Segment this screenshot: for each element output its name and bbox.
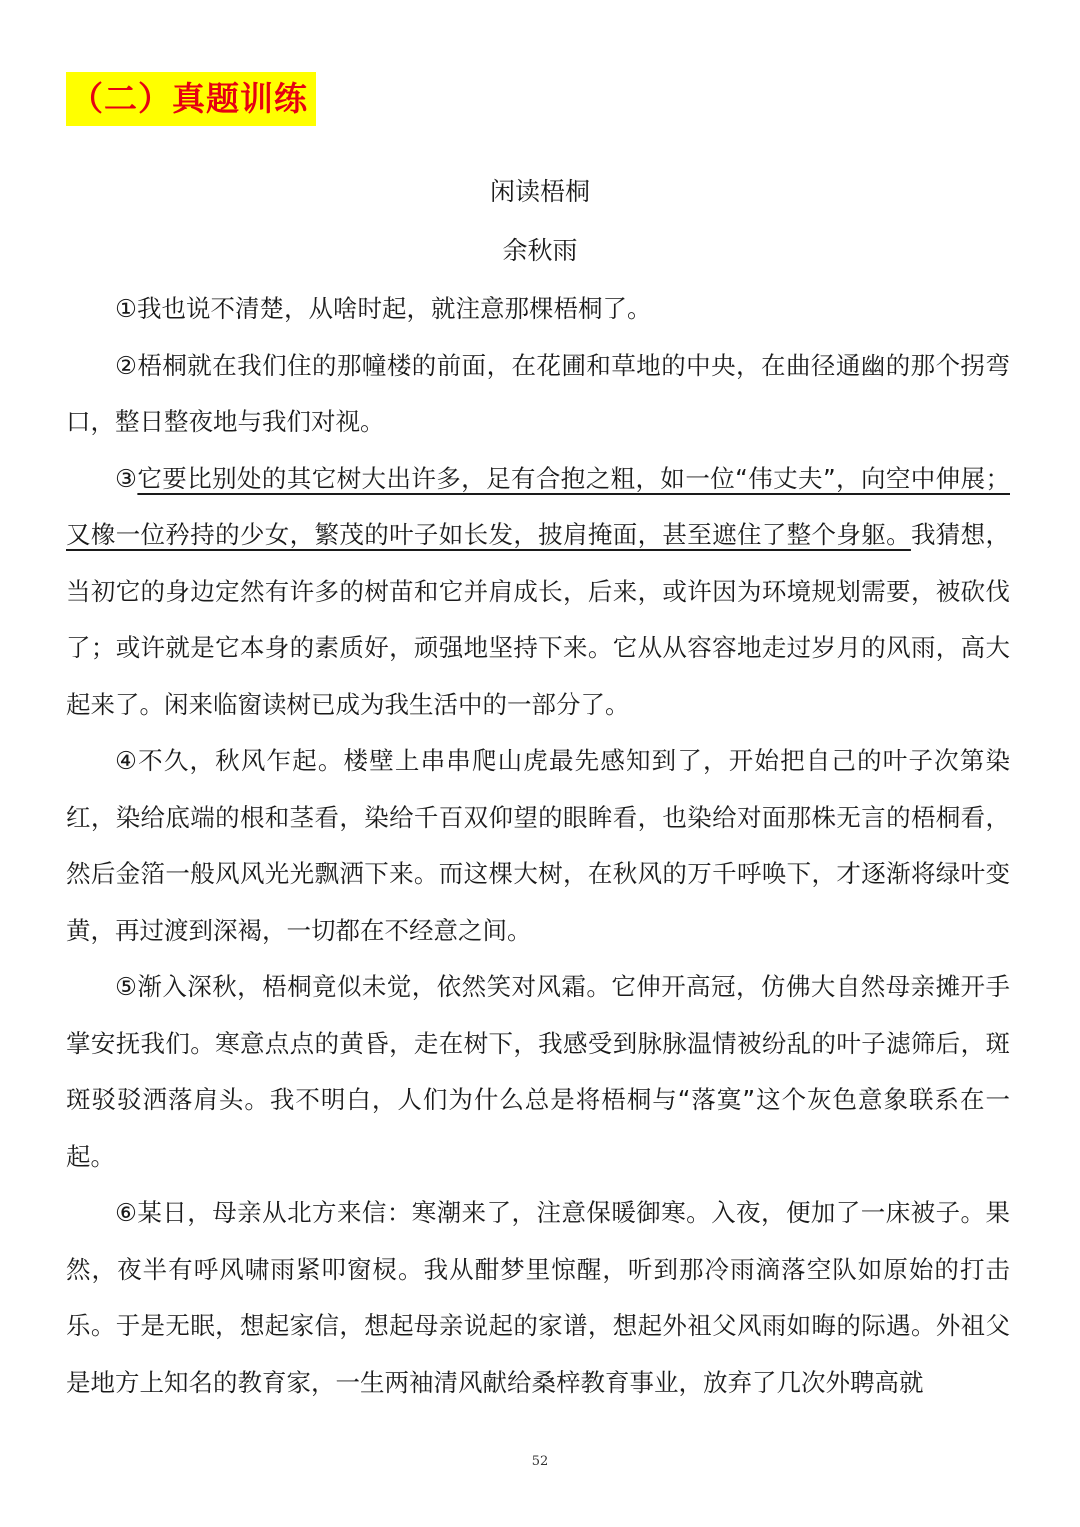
article-title: 闲读梧桐 <box>489 177 590 206</box>
underlined-sentence: 它要比别处的其它树大出许多，足有合抱之粗，如一位“伟丈夫”，向空中伸展；又橡一位矜持的少女，繁茂的叶子如长发，披肩掩面，甚至遮住了整个身躯。 <box>66 463 1010 549</box>
paragraph-2: ②梧桐就在我们住的那幢楼的前面，在花圃和草地的中央，在曲径通幽的那个拐弯口，整日整夜地与我们对视。 <box>66 350 1010 436</box>
article-body <box>66 281 1010 1411</box>
paragraph-5: ⑤渐入深秋，梧桐竟似未觉，依然笑对风霜。它伸开高冠，仿佛大自然母亲摊开手掌安抚我们。寒意点点的黄昏，走在树下，我感受到脉脉温情被纷乱的叶子滤筛后，斑斑驳驳洒落肩头。我不明白，人们为什么总是将梧桐与“落寞”这个灰色意象联系在一起。 <box>66 972 1010 1171</box>
paragraph-rest: 我猜想，当初它的身边定然有许多的树苗和它并肩成长，后来，或许因为环境规划需要，被砍伐了；或许就是它本身的素质好，顽强地坚持下来。它从从容容地走过岁月的风雨，高大起来了。闲来临窗读树已成为我生活中的一部分了。 <box>66 520 1011 719</box>
page-number: 52 <box>531 1454 549 1469</box>
section-heading: （二）真题训练 <box>66 72 316 126</box>
article-author: 余秋雨 <box>502 236 578 265</box>
paragraph-1: ①我也说不清楚，从啥时起，就注意那棵梧桐了。 <box>115 294 652 323</box>
paragraph-4: ④不久，秋风乍起。楼壁上串串爬山虎最先感知到了，开始把自己的叶子次第染红，染给底端的根和茎看，染给千百双仰望的眼眸看，也染给对面那株无言的梧桐看，然后金箔一般风风光光飘洒下来。而这棵大树，在秋风的万千呼唤下，才逐渐将绿叶变黄，再过渡到深褐，一切都在不经意之间。 <box>66 746 1010 945</box>
paragraph-marker: ③ <box>115 463 138 493</box>
paragraph-3 <box>66 451 1010 734</box>
paragraph-6: ⑥某日，母亲从北方来信：寒潮来了，注意保暖御寒。入夜，便加了一床被子。果然，夜半有呼风啸雨紧叩窗棂。我从酣梦里惊醒，听到那冷雨滴落空队如原始的打击乐。于是无眠，想起家信，想起母亲说起的家谱，想起外祖父风雨如晦的际遇。外祖父是地方上知名的教育家，一生两袖清风献给桑梓教育事业，放弃了几次外聘高就 <box>66 1198 1010 1397</box>
